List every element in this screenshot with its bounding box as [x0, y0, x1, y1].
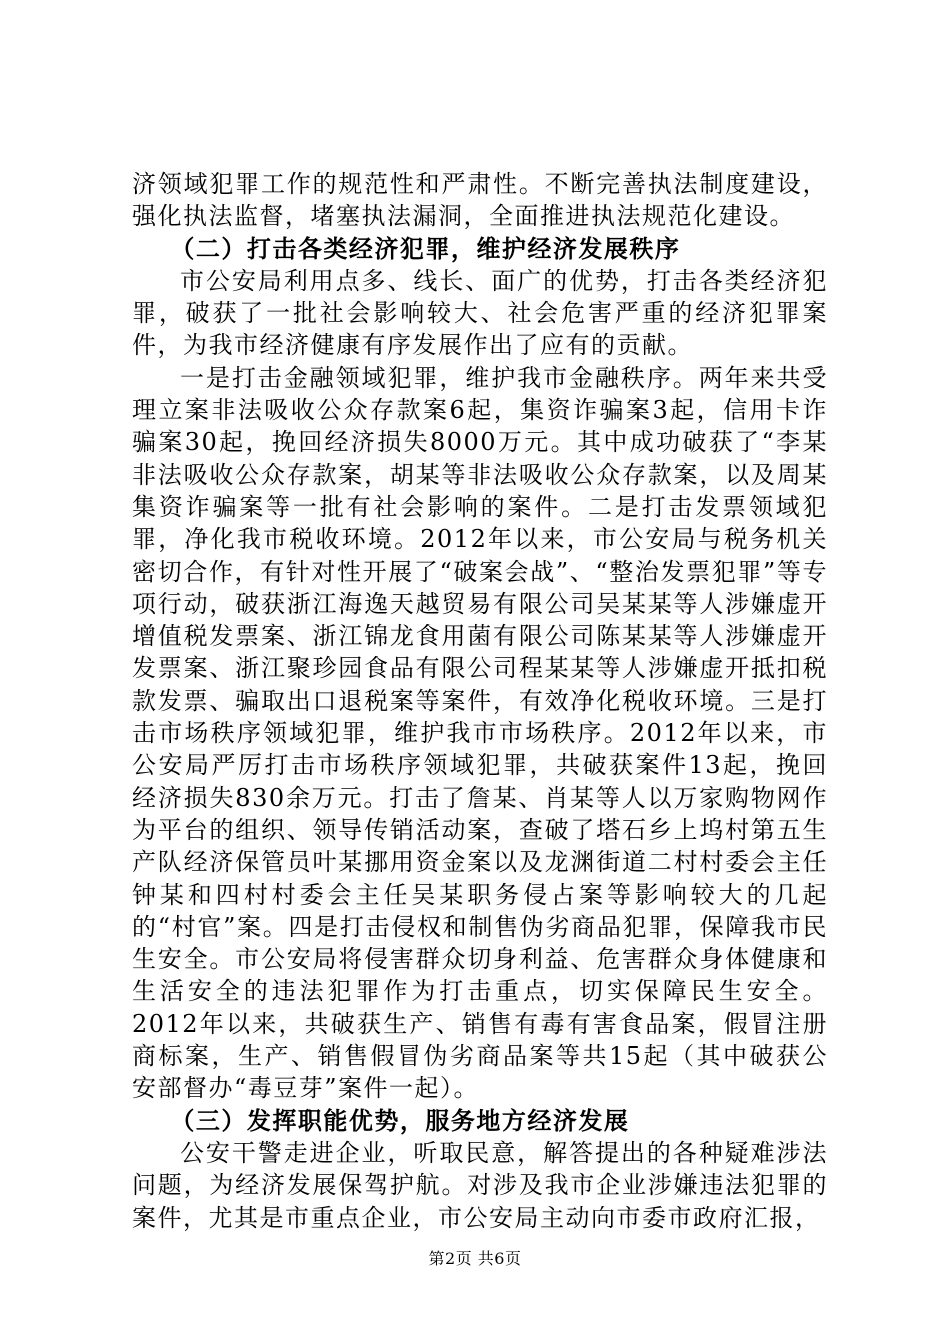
section-heading-2: （二）打击各类经济犯罪，维护经济发展秩序 [170, 234, 681, 263]
paragraph-service: 公安干警走进企业，听取民意，解答提出的各种疑难涉法问题，为经济发展保驾护航。对涉及我市企业涉嫌违法犯罪的案件，尤其是市重点企业，市公安局主动向市委市政府汇报， [132, 1138, 828, 1232]
paragraph-cases: 一是打击金融领域犯罪，维护我市金融秩序。两年来共受理立案非法吸收公众存款案6起，集资诈骗案3起，信用卡诈骗案30起，挽回经济损失8000万元。其中成功破获了“李某非法吸收公众存款案，胡某等非法吸收公众存款案，以及周某集资诈骗案等一批有社会影响的案件。二是打击发票领域犯罪，净化我市税收环境。2012年以来，市公安局与税务机关密切合作，有针对性开展了“破案会战”、“整治发票犯罪”等专项行动，破获浙江海逸天越贸易有限公司吴某某等人涉嫌虚开增值税发票案、浙江锦龙食用菌有限公司陈某某等人涉嫌虚开发票案、浙江聚珍园食品有限公司程某某等人涉嫌虚开抵扣税款发票、骗取出口退税案等案件，有效净化税收环境。三是打击市场秩序领域犯罪，维护我市市场秩序。2012年以来，市公安局严厉打击市场秩序领域犯罪，共破获案件13起，挽回经济损失830余万元。打击了詹某、肖某等人以万家购物网作为平台的组织、领导传销活动案，查破了塔石乡上坞村第五生产队经济保管员叶某挪用资金案以及龙渊街道二村村委会主任钟某和四村村委会主任吴某职务侵占案等影响较大的几起的“村官”案。四是打击侵权和制售伪劣商品犯罪，保障我市民生安全。市公安局将侵害群众切身利益、危害群众身体健康和生活安全的违法犯罪作为打击重点，切实保障民生安全。2012年以来，共破获生产、销售有毒有害食品案，假冒注册商标案，生产、销售假冒伪劣商品案等共15起（其中破获公安部督办“毒豆芽”案件一起）。 [132, 363, 828, 1103]
paragraph-intro: 市公安局利用点多、线长、面广的优势，打击各类经济犯罪，破获了一批社会影响较大、社会危害严重的经济犯罪案件，为我市经济健康有序发展作出了应有的贡献。 [132, 266, 828, 360]
paragraph-continued: 济领域犯罪工作的规范性和严肃性。不断完善执法制度建设，强化执法监督，堵塞执法漏洞，全面推进执法规范化建设。 [132, 170, 828, 231]
document-body [132, 168, 828, 1234]
page-number-footer: 第2页 共6页 [428, 1249, 522, 1268]
section-heading-3: （三）发挥职能优势，服务地方经济发展 [170, 1106, 630, 1135]
